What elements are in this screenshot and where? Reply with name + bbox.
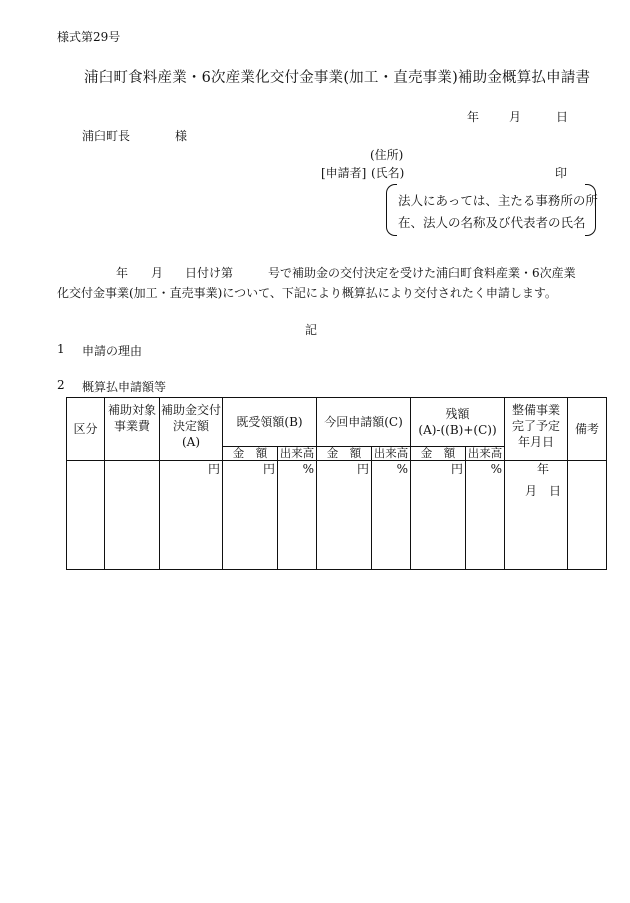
ki-heading: 記 <box>305 323 318 337</box>
header-decision-amount: 補助金交付 決定額 (A) <box>160 398 223 461</box>
cell-current-progress[interactable]: % <box>372 461 411 570</box>
advance-payment-table <box>66 397 607 570</box>
header-current: 今回申請額(C) <box>317 398 411 447</box>
form-number: 様式第29号 <box>57 30 121 44</box>
cell-project-cost[interactable] <box>105 461 160 570</box>
header-kubun: 区分 <box>67 398 105 461</box>
document-title: 浦臼町食料産業・6次産業化交付金事業(加工・直売事業)補助金概算払申請書 <box>84 70 591 86</box>
section-2-label: 概算払申請額等 <box>82 380 167 394</box>
note-bracket-left <box>386 184 397 236</box>
date-day: 日 <box>556 110 569 124</box>
subheader-received-amount: 金 額 <box>223 447 278 461</box>
cell-remaining-progress[interactable]: % <box>466 461 505 570</box>
cell-current-amount[interactable]: 円 <box>317 461 372 570</box>
applicant-label: [申請者] <box>321 166 367 180</box>
cell-received-progress[interactable]: % <box>278 461 317 570</box>
note-line-1: 法人にあっては、主たる事務所の所 <box>398 193 598 208</box>
corporation-note <box>386 184 596 236</box>
date-year: 年 <box>467 110 480 124</box>
addressee-honorific: 様 <box>175 129 188 143</box>
section-1-label: 申請の理由 <box>82 344 143 358</box>
cell-remaining-amount[interactable]: 円 <box>411 461 466 570</box>
section-1-number: 1 <box>57 342 65 356</box>
header-project-cost: 補助対象 事業費 <box>105 398 160 461</box>
cell-completion-year: 年 <box>537 462 550 476</box>
cell-remarks[interactable] <box>568 461 607 570</box>
subheader-current-amount: 金 額 <box>317 447 372 461</box>
subheader-remaining-progress: 出来高 <box>466 447 505 461</box>
cell-completion-month-day: 月 日 <box>525 484 562 498</box>
seal-mark: 印 <box>555 166 568 180</box>
header-remarks: 備考 <box>568 398 607 461</box>
address-label: (住所) <box>370 148 404 162</box>
cell-received-amount[interactable]: 円 <box>223 461 278 570</box>
addressee-name: 浦臼町長 <box>82 129 131 143</box>
name-label: (氏名) <box>371 166 405 180</box>
subheader-remaining-amount: 金 額 <box>411 447 466 461</box>
section-2-number: 2 <box>57 378 65 392</box>
body-year: 年 <box>116 266 129 280</box>
body-dated: 日付け第 <box>185 266 234 280</box>
body-line2: 化交付金事業(加工・直売事業)について、下記により概算払により交付されたく申請します。 <box>57 286 557 300</box>
cell-kubun[interactable] <box>67 461 105 570</box>
header-remaining: 残額 (A)-((B)+(C)) <box>411 398 505 447</box>
note-line-2: 在、法人の名称及び代表者の氏名 <box>398 215 586 230</box>
cell-decision-amount[interactable]: 円 <box>160 461 223 570</box>
subheader-received-progress: 出来高 <box>278 447 317 461</box>
body-month: 月 <box>151 266 164 280</box>
subheader-current-progress: 出来高 <box>372 447 411 461</box>
header-received: 既受領額(B) <box>223 398 317 447</box>
body-line1-rest: 号で補助金の交付決定を受けた浦臼町食料産業・6次産業 <box>268 266 576 280</box>
date-month: 月 <box>509 110 522 124</box>
cell-completion-date[interactable] <box>505 461 568 570</box>
header-completion-date: 整備事業 完了予定 年月日 <box>505 398 568 461</box>
